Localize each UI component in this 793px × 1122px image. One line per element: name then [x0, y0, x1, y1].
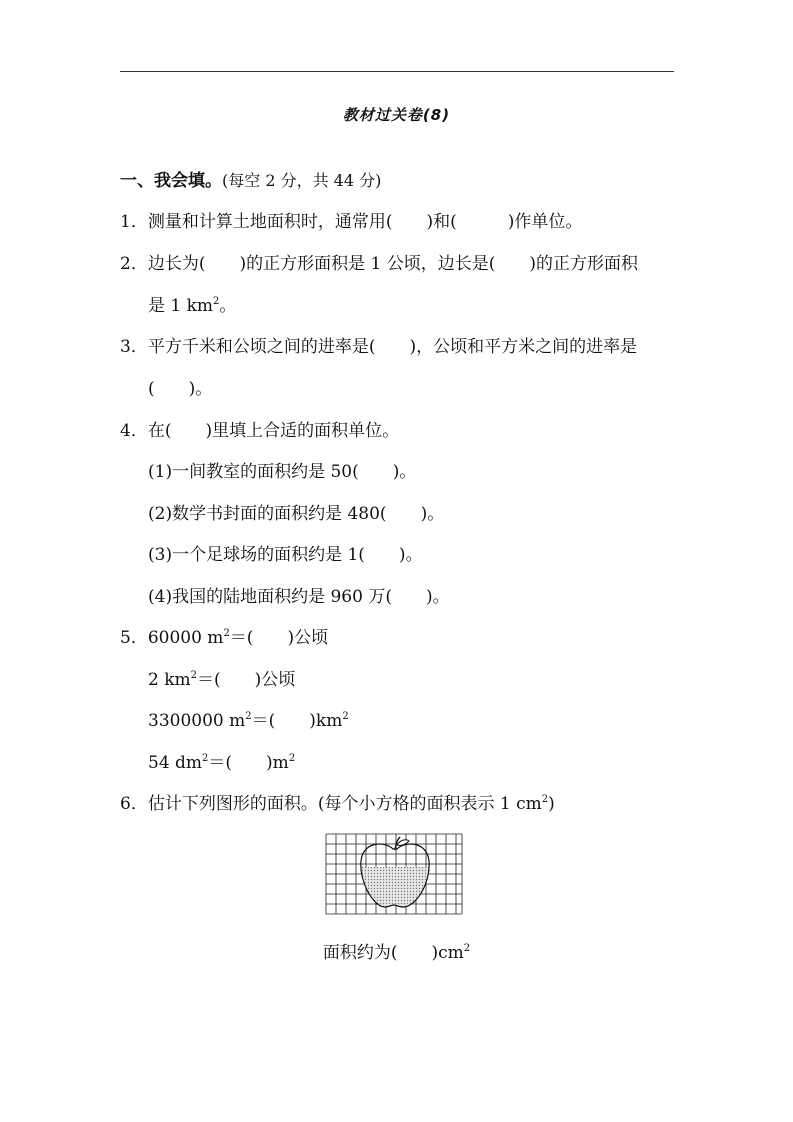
- question-text: 估计下列图形的面积。(每个小方格的面积表示 1 cm: [147, 794, 542, 814]
- question-4-item: (1)一间教室的面积约是 50( )。: [148, 462, 417, 482]
- question-text: 在( )里填上合适的面积单位。: [147, 421, 400, 441]
- superscript: 2: [541, 794, 549, 805]
- figure-caption: [0, 938, 793, 963]
- superscript: 2: [190, 670, 198, 681]
- question-1: [120, 211, 582, 233]
- question-text: 平方千米和公顷之间的进率是( )，公顷和平方米之间的进率是: [147, 337, 638, 357]
- question-4-item: (3)一个足球场的面积约是 1( )。: [148, 545, 423, 565]
- superscript: 2: [288, 753, 296, 764]
- superscript: 2: [202, 753, 209, 764]
- superscript: 2: [342, 711, 349, 722]
- equation-text: ＝( )m: [208, 753, 289, 773]
- superscript: 2: [213, 296, 220, 307]
- equation-text: 2 km: [148, 670, 191, 690]
- question-text: 边长为( )的正方形面积是 1 公顷，边长是( )的正方形面积: [147, 254, 638, 274]
- question-3-continued: [148, 378, 212, 400]
- section-header: [120, 170, 381, 192]
- question-number: 6．: [120, 794, 148, 814]
- equation-text: ＝( )公顷: [229, 628, 329, 648]
- section-note: (每空 2 分，共 44 分): [222, 171, 382, 190]
- question-2: [120, 253, 638, 275]
- top-rule: [120, 71, 674, 72]
- equation-text: ＝( )公顷: [197, 670, 296, 690]
- superscript: 2: [463, 943, 471, 954]
- question-number: 5．: [120, 628, 148, 648]
- page-title: 教材过关卷(8): [342, 106, 451, 124]
- question-text: ): [548, 794, 555, 814]
- question-4: [120, 420, 399, 442]
- question-5-item: [148, 669, 295, 691]
- question-number: 1．: [120, 212, 148, 232]
- question-4-item: (4)我国的陆地面积约是 960 万( )。: [148, 587, 450, 607]
- question-6: [120, 793, 555, 815]
- equation-text: ＝( )km: [251, 711, 343, 731]
- question-number: 2．: [120, 254, 148, 274]
- question-5-item: [148, 752, 295, 774]
- question-5-item: [148, 710, 349, 732]
- question-number: 3．: [120, 337, 148, 357]
- equation-text: 3300000 m: [148, 711, 246, 731]
- question-5: [120, 627, 328, 649]
- question-text: 是 1 km: [148, 296, 214, 316]
- question-3: [120, 336, 637, 358]
- equation-text: 60000 m: [147, 628, 224, 648]
- equation-text: 54 dm: [148, 753, 203, 773]
- apple-grid-figure: [325, 833, 463, 915]
- question-4-item: (2)数学书封面的面积约是 480( )。: [148, 504, 445, 524]
- superscript: 2: [223, 628, 230, 639]
- superscript: 2: [245, 711, 252, 722]
- question-number: 4．: [120, 421, 148, 441]
- section-heading: 一、我会填。: [120, 171, 222, 191]
- caption-text: 面积约为( )cm: [322, 943, 464, 963]
- question-text: ( )。: [148, 379, 213, 399]
- question-2-continued: [148, 295, 236, 317]
- question-text: 。: [219, 296, 237, 316]
- question-text: 测量和计算土地面积时，通常用( )和( )作单位。: [147, 212, 583, 232]
